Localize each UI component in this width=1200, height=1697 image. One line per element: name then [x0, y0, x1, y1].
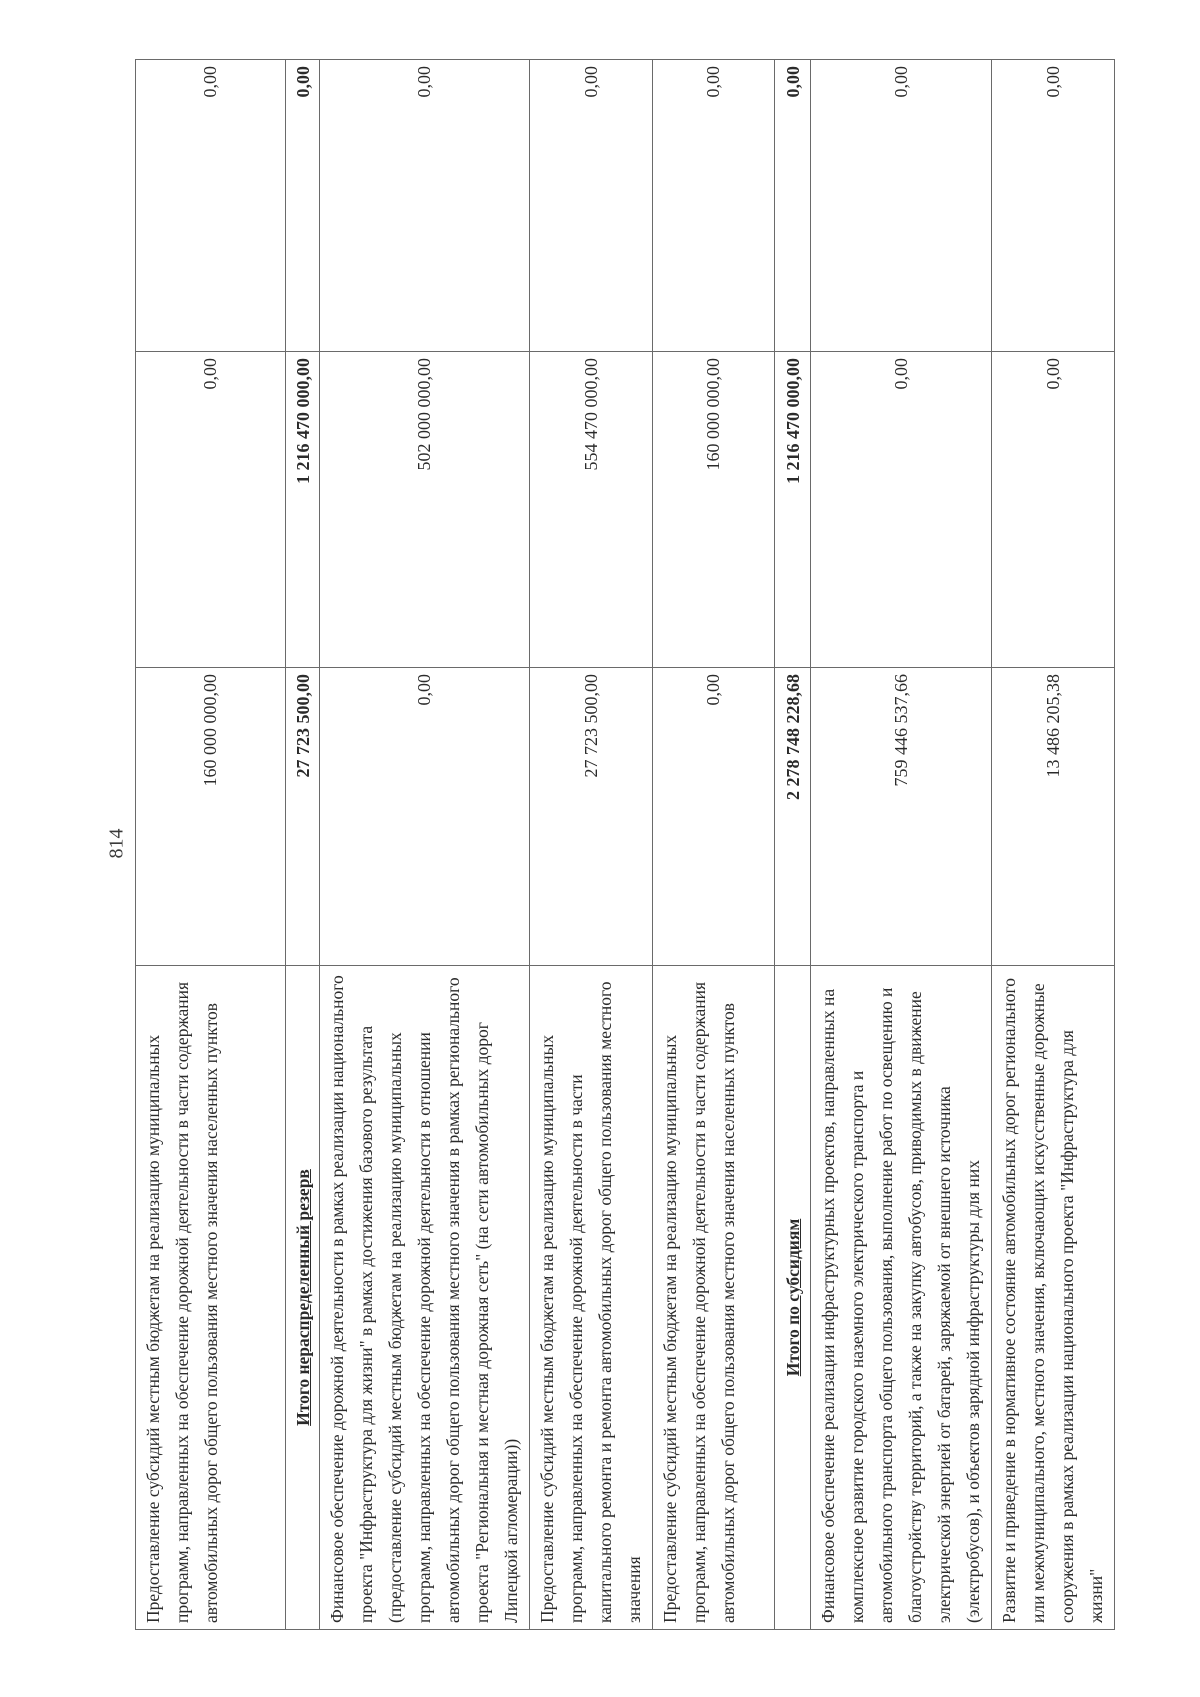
row-value-1: 27 723 500,00 — [286, 668, 320, 966]
row-value-2: 0,00 — [136, 352, 286, 668]
row-value-1: 0,00 — [320, 668, 530, 966]
budget-table — [135, 59, 1115, 1630]
row-value-3: 0,00 — [136, 60, 286, 352]
row-value-2: 160 000 000,00 — [653, 352, 775, 668]
row-value-1: 13 486 205,38 — [992, 668, 1115, 966]
table-row-total — [286, 60, 320, 1630]
table-row — [811, 60, 992, 1630]
row-value-1: 0,00 — [653, 668, 775, 966]
row-value-3: 0,00 — [286, 60, 320, 352]
row-description: Финансовое обеспечение дорожной деятельности в рамках реализации национального проекта "Инфраструктура для жизни" в рамках достижения базового результата (предоставление субсидий местным бюджетам на реализацию муниципальных программ, направленных на обеспечение дорожной деятельности в отношении автомобильных дорог общего пользования местного значения в рамках регионального проекта "Региональная и местная дорожная сеть" (на сети автомобильных дорог Липецкой агломерации)) — [320, 966, 530, 1630]
row-value-3: 0,00 — [775, 60, 811, 352]
table-row — [653, 60, 775, 1630]
row-description: Предоставление субсидий местным бюджетам на реализацию муниципальных программ, направленных на обеспечение дорожной деятельности в части капитального ремонта и ремонта автомобильных дорог общего пользования местного значения — [530, 966, 653, 1630]
row-value-1: 759 446 537,66 — [811, 668, 992, 966]
row-value-3: 0,00 — [320, 60, 530, 352]
row-description: Итого нераспределенный резерв — [286, 966, 320, 1630]
row-value-2: 0,00 — [811, 352, 992, 668]
row-value-3: 0,00 — [530, 60, 653, 352]
row-description: Предоставление субсидий местным бюджетам на реализацию муниципальных программ, направленных на обеспечение дорожной деятельности в части содержания автомобильных дорог общего пользования местного значения населенных пунктов — [136, 966, 286, 1630]
table-row — [136, 60, 286, 1630]
table-row — [530, 60, 653, 1630]
row-value-1: 160 000 000,00 — [136, 668, 286, 966]
row-value-3: 0,00 — [811, 60, 992, 352]
row-value-3: 0,00 — [653, 60, 775, 352]
row-value-2: 554 470 000,00 — [530, 352, 653, 668]
row-value-2: 1 216 470 000,00 — [286, 352, 320, 668]
row-description: Развитие и приведение в нормативное состояние автомобильных дорог регионального или межмуниципального, местного значения, включающих искусственные дорожные сооружения в рамках реализации национального проекта "Инфраструктура для жизни" — [992, 966, 1115, 1630]
page-number: 814 — [105, 828, 128, 859]
table-row-total — [775, 60, 811, 1630]
row-description: Итого по субсидиям — [775, 966, 811, 1630]
row-value-3: 0,00 — [992, 60, 1115, 352]
row-value-1: 2 278 748 228,68 — [775, 668, 811, 966]
rotated-table-wrapper — [135, 60, 1106, 1630]
row-value-1: 27 723 500,00 — [530, 668, 653, 966]
row-description: Предоставление субсидий местным бюджетам на реализацию муниципальных программ, направленных на обеспечение дорожной деятельности в части содержания автомобильных дорог общего пользования местного значения населенных пунктов — [653, 966, 775, 1630]
table-row — [992, 60, 1115, 1630]
table-row — [320, 60, 530, 1630]
row-value-2: 502 000 000,00 — [320, 352, 530, 668]
row-description: Финансовое обеспечение реализации инфраструктурных проектов, направленных на комплексное развитие городского наземного электрического транспорта и автомобильного транспорта общего пользования, выполнение работ по освещению и благоустройству территорий, а также на закупку автобусов, приводимых в движение электрической энергией от батарей, заряжаемой от внешнего источника (электробусов), и объектов зарядной инфраструктуры для них — [811, 966, 992, 1630]
row-value-2: 0,00 — [992, 352, 1115, 668]
row-value-2: 1 216 470 000,00 — [775, 352, 811, 668]
